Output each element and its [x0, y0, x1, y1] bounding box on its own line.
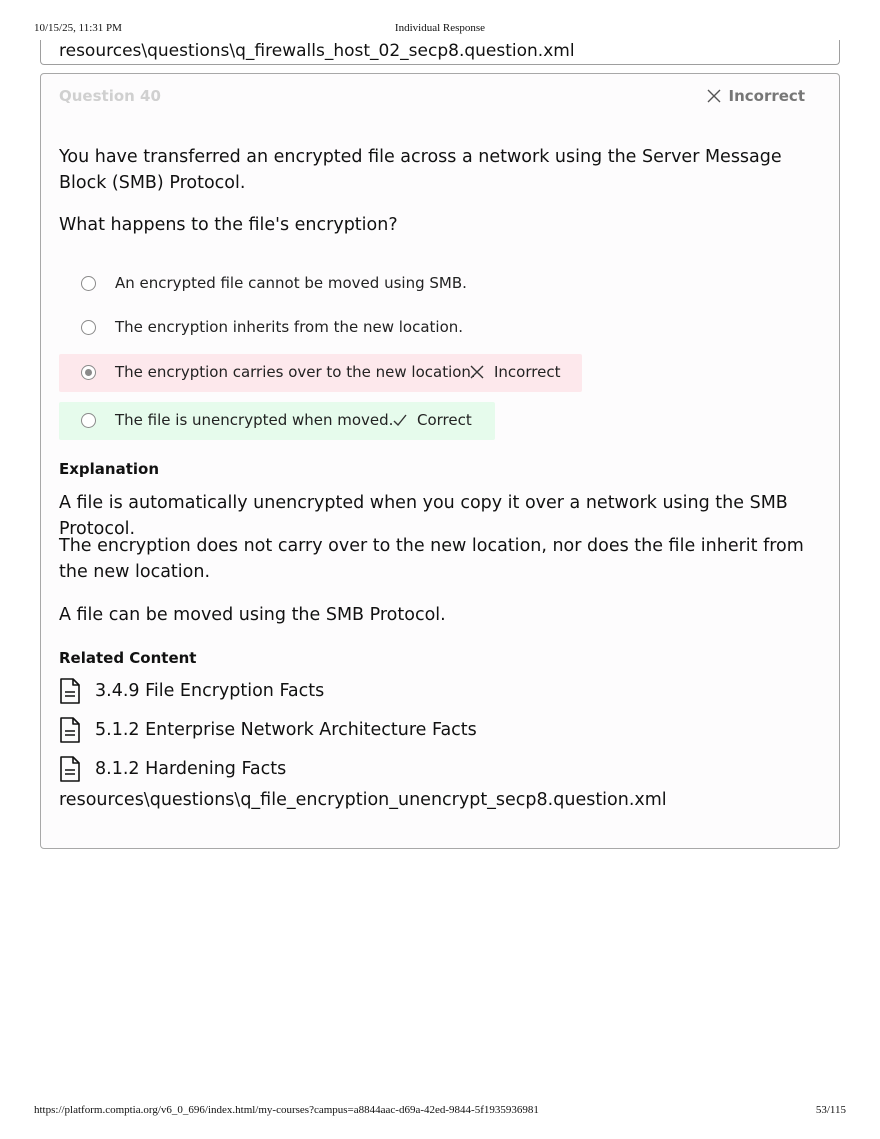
- answer-option[interactable]: [59, 309, 479, 347]
- question-resource-path: resources\questions\q_file_encryption_unencrypt_secp8.question.xml: [59, 790, 667, 810]
- related-link-label: 5.1.2 Enterprise Network Architecture Facts: [95, 720, 477, 740]
- related-link[interactable]: [59, 756, 286, 782]
- question-number: Question 40: [59, 87, 161, 105]
- previous-question-card: [40, 40, 840, 65]
- related-link[interactable]: [59, 717, 477, 743]
- print-url: https://platform.comptia.org/v6_0_696/index.html/my-courses?campus=a8844aac-d69a-42ed-9844-5f1935936981: [34, 1104, 539, 1116]
- radio-button[interactable]: [81, 320, 96, 335]
- explanation-paragraph: A file is automatically unencrypted when you copy it over a network using the SMB Protocol.: [59, 493, 788, 539]
- print-title: Individual Response: [394, 22, 486, 34]
- question-prompt: You have transferred an encrypted file across a network using the Server Message Block (SMB) Protocol.: [59, 147, 782, 193]
- answer-option-label: The encryption inherits from the new location.: [115, 318, 464, 336]
- incorrect-feedback: [470, 363, 560, 381]
- question-card: [40, 73, 840, 849]
- close-icon: [707, 89, 721, 103]
- related-content-heading: Related Content: [59, 649, 197, 667]
- answer-option[interactable]: [59, 265, 479, 303]
- explanation-paragraph: The encryption does not carry over to the new location, nor does the file inherit from the new location.: [59, 536, 804, 582]
- answer-option-label: An encrypted file cannot be moved using SMB.: [115, 274, 467, 292]
- incorrect-feedback-label: Incorrect: [494, 363, 561, 381]
- related-link-label: 3.4.9 File Encryption Facts: [95, 681, 325, 701]
- close-icon: [470, 365, 484, 379]
- checkmark-icon: [393, 413, 407, 427]
- explanation-heading: Explanation: [59, 460, 160, 478]
- print-footer: [0, 1104, 880, 1118]
- explanation-paragraph: A file can be moved using the SMB Protocol.: [59, 605, 446, 625]
- answer-option-selected-incorrect[interactable]: [59, 354, 582, 392]
- correct-feedback-label: Correct: [417, 411, 472, 429]
- correct-feedback: [393, 411, 472, 429]
- document-icon: [59, 756, 81, 782]
- radio-button[interactable]: [81, 276, 96, 291]
- radio-button[interactable]: [81, 413, 96, 428]
- question-status-label: Incorrect: [728, 87, 805, 105]
- answer-option-label: The encryption carries over to the new location.: [115, 363, 476, 381]
- answer-option-label: The file is unencrypted when moved.: [115, 411, 394, 429]
- related-link[interactable]: [59, 678, 324, 704]
- document-icon: [59, 717, 81, 743]
- answer-option-correct[interactable]: [59, 402, 495, 440]
- document-icon: [59, 678, 81, 704]
- previous-resource-path: resources\questions\q_firewalls_host_02_secp8.question.xml: [59, 41, 575, 61]
- radio-button-selected[interactable]: [81, 365, 96, 380]
- print-datetime: 10/15/25, 11:31 PM: [34, 22, 122, 34]
- print-header: [0, 22, 880, 36]
- question-status: [707, 87, 806, 105]
- print-page-number: 53/115: [815, 1104, 846, 1116]
- question-sub-prompt: What happens to the file's encryption?: [59, 215, 398, 235]
- related-link-label: 8.1.2 Hardening Facts: [95, 759, 287, 779]
